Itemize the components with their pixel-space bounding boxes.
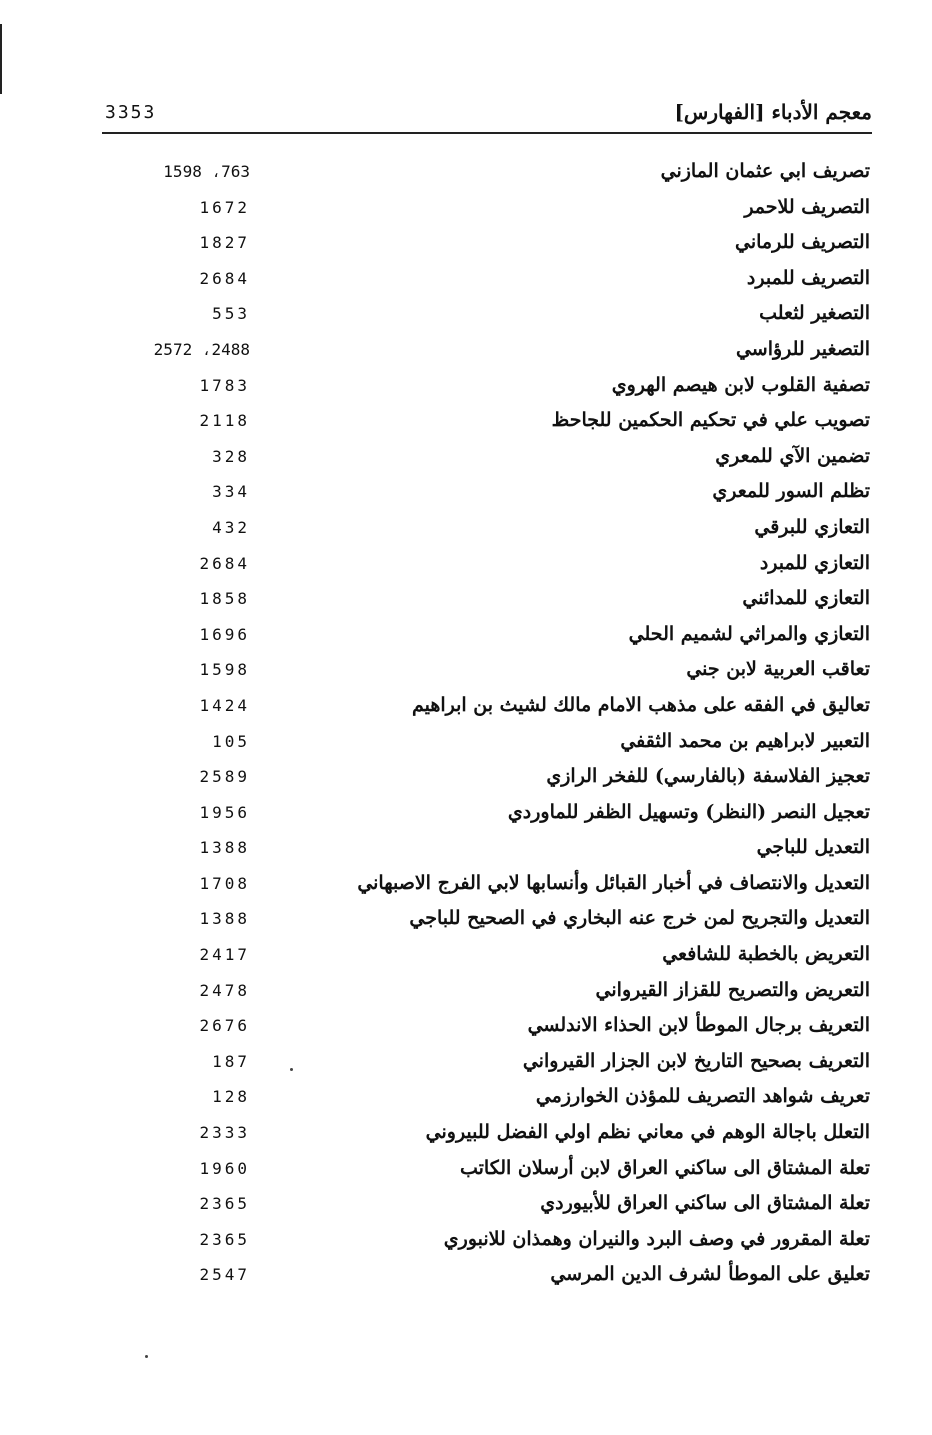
entry-title: تعجيز الفلاسفة (بالفارسي) للفخر الرازي	[546, 765, 870, 788]
entry-title: تصويب علي في تحكيم الحكمين للجاحظ	[551, 409, 870, 432]
entry-title: التعازي للبرقي	[754, 515, 870, 538]
entry-title: التعازي للمبرد	[759, 551, 870, 574]
entry-page-refs: 1960	[199, 1158, 250, 1178]
index-entry	[0, 941, 932, 977]
page-number: 3353	[105, 102, 157, 123]
entry-title: تعريف شواهد التصريف للمؤذن الخوارزمي	[535, 1085, 870, 1108]
entry-title: تضمين الآي للمعري	[715, 444, 870, 467]
entry-page-refs: 2118	[199, 411, 250, 431]
entry-page-refs: 1388	[199, 909, 250, 929]
index-entry	[0, 158, 932, 194]
scan-edge-mark	[0, 24, 2, 94]
index-entry	[0, 799, 932, 835]
index-entry	[0, 977, 932, 1013]
entry-page-refs: 763، 1598	[163, 162, 250, 181]
entry-page-refs: 1858	[199, 589, 250, 609]
entry-title: تصريف ابي عثمان المازني	[660, 160, 870, 182]
entry-title: التصغير للرؤاسي	[735, 337, 870, 360]
entry-page-refs: 2589	[199, 767, 250, 787]
entry-title: التعلل باجالة الوهم في معاني نظم اولي الفضل للبيروني	[425, 1121, 870, 1144]
entry-title: التصغير لثعلب	[759, 302, 870, 325]
index-entry	[0, 265, 932, 301]
entry-title: تعاليق في الفقه على مذهب الامام مالك لشيث بن ابراهيم	[411, 693, 870, 716]
entry-title: التصريف للرماني	[735, 231, 870, 254]
scan-speck	[290, 1068, 293, 1071]
index-entry	[0, 1119, 932, 1155]
index-entry	[0, 478, 932, 514]
index-entry	[0, 834, 932, 870]
entry-title: تصفية القلوب لابن هيصم الهروي	[611, 373, 870, 396]
index-entry	[0, 336, 932, 372]
entry-page-refs: 2488، 2572	[153, 339, 250, 359]
entry-title: التصريف للاحمر	[744, 195, 870, 218]
page-header	[102, 98, 872, 132]
entry-title: تعلة المشتاق الى ساكني العراق لابن أرسلان الكاتب	[459, 1156, 870, 1179]
index-entry	[0, 656, 932, 692]
index-entry	[0, 514, 932, 550]
index-entry	[0, 407, 932, 443]
index-entry	[0, 692, 932, 728]
entry-title: تعلة المقرور في وصف البرد والنيران وهمذان للانبوري	[443, 1227, 870, 1250]
index-entry	[0, 194, 932, 230]
entry-page-refs: 1827	[199, 233, 250, 253]
entry-page-refs: 2478	[199, 980, 250, 1000]
entry-page-refs: 2684	[199, 553, 250, 573]
index-entry	[0, 763, 932, 799]
entry-title: التعريض بالخطبة للشافعي	[662, 943, 870, 966]
entry-title: التعازي والمراثي لشميم الحلي	[628, 622, 870, 645]
entry-page-refs: 1783	[199, 375, 250, 395]
index-entry	[0, 905, 932, 941]
index-entry	[0, 300, 932, 336]
entry-page-refs: 553	[212, 304, 250, 324]
entry-page-refs: 1696	[199, 624, 250, 644]
header-divider	[102, 132, 872, 134]
entry-page-refs: 1424	[199, 695, 250, 715]
entry-title: تظلم السور للمعري	[712, 480, 870, 503]
index-entry	[0, 1083, 932, 1119]
entry-page-refs: 432	[212, 517, 250, 537]
entry-page-refs: 2684	[199, 268, 250, 288]
entry-title: التعديل والتجريح لمن خرج عنه البخاري في الصحيح للباجي	[409, 907, 870, 930]
entry-page-refs: 1956	[199, 802, 250, 822]
entry-title: تعليق على الموطأ لشرف الدين المرسي	[550, 1263, 870, 1286]
index-entry	[0, 1048, 932, 1084]
index-entry	[0, 1012, 932, 1048]
entry-page-refs: 187	[212, 1051, 250, 1071]
entry-title: التعريض والتصريح للقزاز القيرواني	[595, 978, 870, 1001]
running-title: معجم الأدباء [الفهارس]	[674, 100, 872, 124]
entry-page-refs: 1598	[199, 660, 250, 680]
index-entry	[0, 585, 932, 621]
entry-page-refs: 2676	[199, 1016, 250, 1036]
entry-page-refs: 105	[212, 731, 250, 751]
index-entry	[0, 1155, 932, 1191]
entry-page-refs: 128	[212, 1087, 250, 1107]
entry-title: التعريف بصحيح التاريخ لابن الجزار القيرواني	[522, 1049, 870, 1072]
index-list	[0, 158, 932, 1297]
index-entry	[0, 1261, 932, 1297]
index-entry	[0, 1226, 932, 1262]
index-entry	[0, 870, 932, 906]
entry-title: تعلة المشتاق الى ساكني العراق للأبيوردي	[540, 1192, 870, 1215]
entry-title: تعاقب العربية لابن جني	[686, 658, 870, 681]
entry-page-refs: 2333	[199, 1123, 250, 1143]
entry-title: التصريف للمبرد	[746, 266, 870, 289]
entry-title: التعبير لابراهيم بن محمد الثقفي	[620, 729, 870, 752]
index-entry	[0, 550, 932, 586]
index-entry	[0, 229, 932, 265]
entry-title: التعازي للمدائني	[742, 587, 870, 610]
entry-title: التعديل للباجي	[756, 836, 870, 859]
index-entry	[0, 443, 932, 479]
entry-page-refs: 1708	[199, 873, 250, 893]
entry-page-refs: 328	[212, 446, 250, 466]
index-entry	[0, 372, 932, 408]
entry-page-refs: 2417	[199, 945, 250, 965]
index-entry	[0, 728, 932, 764]
scan-speck	[145, 1355, 148, 1358]
entry-page-refs: 2365	[199, 1194, 250, 1214]
entry-page-refs: 334	[212, 482, 250, 502]
entry-title: التعريف برجال الموطأ لابن الحذاء الاندلسي	[527, 1014, 870, 1037]
entry-page-refs: 1388	[199, 838, 250, 858]
entry-title: تعجيل النصر (النظر) وتسهيل الظفر للماوردي	[507, 800, 870, 823]
entry-page-refs: 2365	[199, 1229, 250, 1249]
entry-page-refs: 1672	[199, 197, 250, 217]
entry-page-refs: 2547	[199, 1265, 250, 1285]
index-entry	[0, 1190, 932, 1226]
index-entry	[0, 621, 932, 657]
entry-title: التعديل والانتصاف في أخبار القبائل وأنسابها لابي الفرج الاصبهاني	[357, 871, 870, 894]
